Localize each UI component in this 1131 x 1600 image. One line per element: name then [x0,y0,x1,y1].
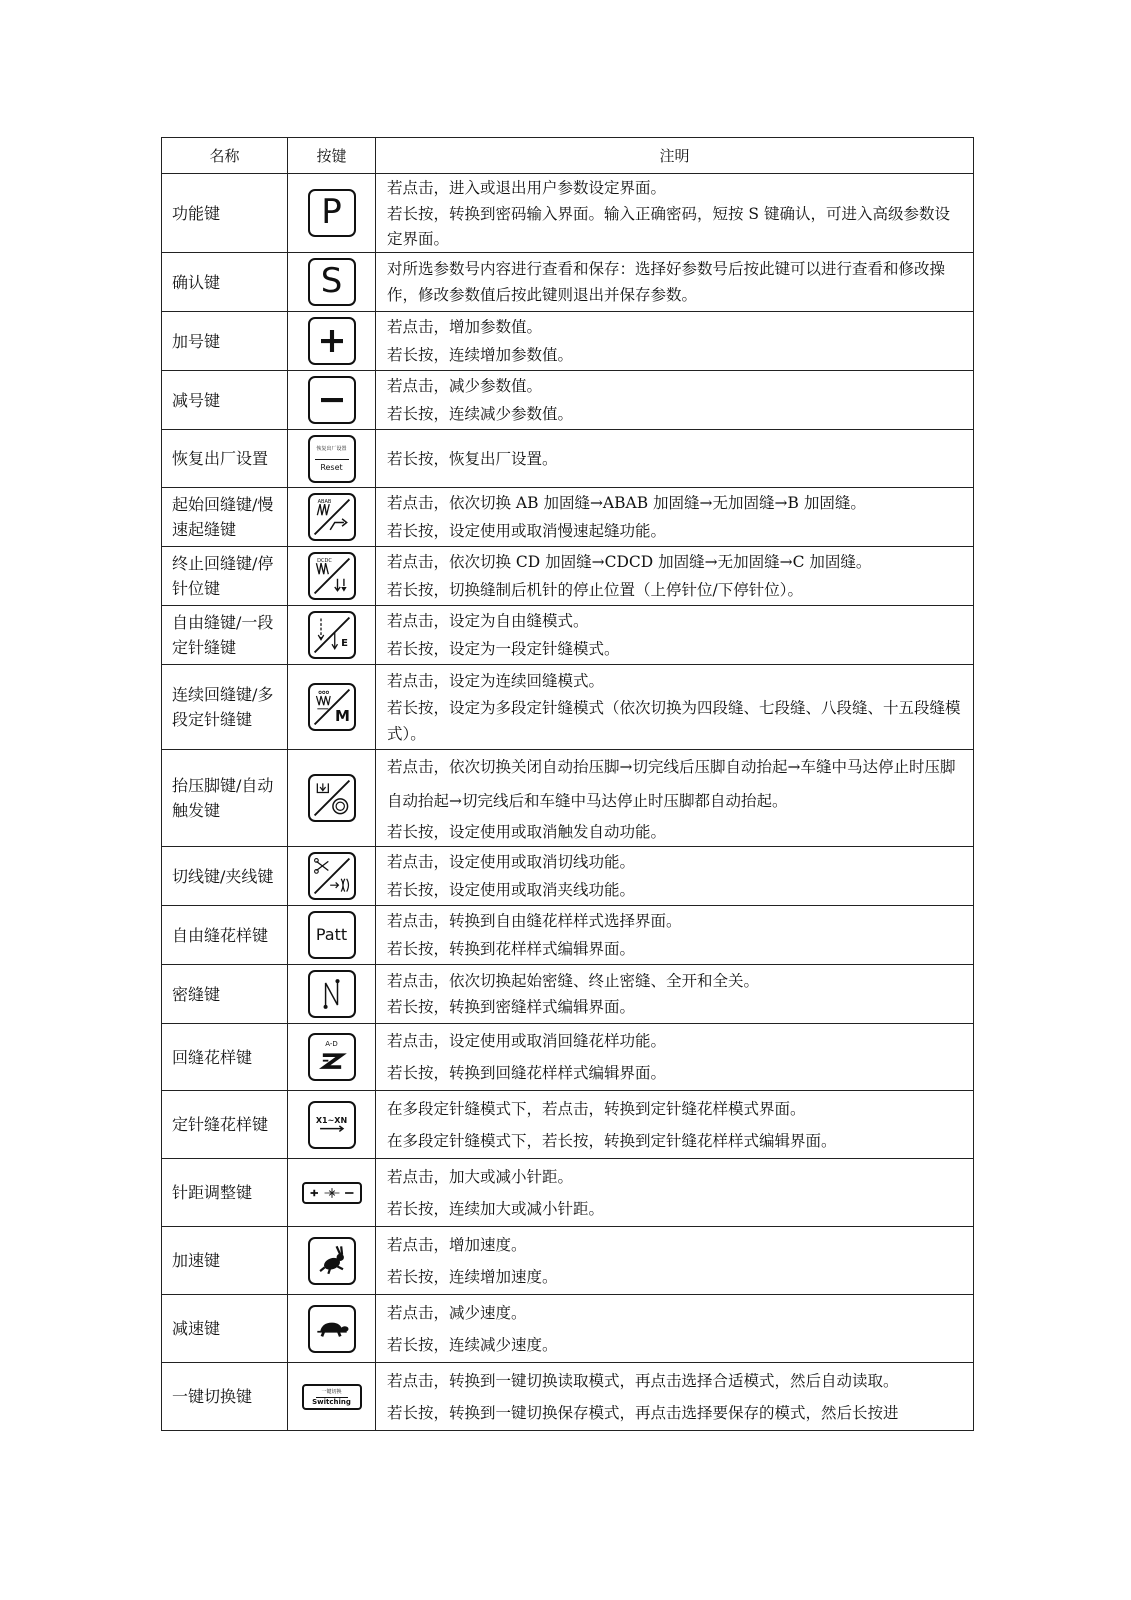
fixed-stitch-pattern-key-label: X1~XN [315,1115,348,1125]
table-row [162,1363,974,1431]
note-line: 若长按，设定使用或取消慢速起缝功能。 [387,522,667,540]
note-line: 若点击，加大或减小针距。 [387,1167,574,1186]
row-note [376,750,974,847]
note-line: 若长按，设定使用或取消夹线功能。 [387,881,636,899]
table-row [162,665,974,750]
note-line: 若长按，设定为多段定针缝模式（依次切换为四段缝、七段缝、八段缝、十五段缝模式）。 [387,699,961,743]
table-row [162,1024,974,1091]
row-note [376,847,974,906]
table-row [162,371,974,430]
table-row [162,488,974,547]
row-name: 减号键 [162,371,288,430]
switching-key-icon [302,1384,362,1410]
end-backtack-key-label: DCDC [317,558,332,564]
table-row [162,606,974,665]
row-note [376,1091,974,1159]
row-note [376,371,974,430]
row-name: 起始回缝键/慢速起缝键 [162,488,288,547]
row-name: 一键切换键 [162,1363,288,1431]
s-key-icon: S [308,258,356,306]
table-row [162,1159,974,1227]
note-line: 若长按，设定使用或取消触发自动功能。 [387,823,667,841]
row-name: 密缝键 [162,965,288,1024]
row-name: 定针缝花样键 [162,1091,288,1159]
table-row [162,847,974,906]
start-backtack-key-label: ABAB [317,499,332,505]
table-row [162,174,974,253]
row-name: 恢复出厂设置 [162,430,288,488]
note-line: 若长按，恢复出厂设置。 [387,449,558,468]
note-line: 若点击，设定为自由缝模式。 [387,612,589,630]
note-line: 若点击，设定使用或取消回缝花样功能。 [387,1032,667,1050]
note-line: 若点击，依次切换 AB 加固缝→ABAB 加固缝→无加固缝→B 加固缝。 [387,494,866,512]
note-line: 若点击，设定使用或取消切线功能。 [387,853,636,871]
table-row [162,750,974,847]
row-note [376,1159,974,1227]
row-name: 终止回缝键/停针位键 [162,547,288,606]
row-name: 自由缝键/一段定针缝键 [162,606,288,665]
note-line: 若长按，连续减少速度。 [387,1335,558,1354]
note-line: 若长按，转换到密缝样式编辑界面。 [387,998,636,1016]
table-row [162,312,974,371]
switching-key-bottom-label: Switching [312,1397,351,1406]
row-note [376,606,974,665]
start-backtack-key-icon [308,493,356,541]
reset-key-bottom-label: Reset [320,462,343,472]
row-name: 针距调整键 [162,1159,288,1227]
note-line: 若长按，转换到密码输入界面。输入正确密码，短按 S 键确认，可进入高级参数设定界面。 [387,205,950,248]
row-note [376,253,974,312]
end-backtack-key-icon [308,552,356,600]
table-row [162,1091,974,1159]
row-name: 回缝花样键 [162,1024,288,1091]
fixed-stitch-pattern-key-icon [308,1101,356,1149]
free-sewing-key-label: E [341,638,348,649]
table-row [162,906,974,965]
table-row [162,430,974,488]
reset-key-top-label: 恢复出厂设置 [316,445,347,452]
note-line: 若长按，转换到一键切换保存模式，再点击选择要保存的模式，然后长按进 [387,1403,899,1422]
note-line: 若点击，依次切换关闭自动抬压脚→切完线后压脚自动抬起→车缝中马达停止时压脚自动抬起→切完线后和车缝中马达停止时压脚都自动抬起。 [387,758,956,810]
turtle-icon [308,1305,356,1353]
rabbit-icon [308,1237,356,1285]
note-line: 对所选参数号内容进行查看和保存：选择好参数号后按此键可以进行查看和修改操作，修改参数值后按此键则退出并保存参数。 [387,260,946,304]
key-description-table [161,137,974,1431]
row-name: 自由缝花样键 [162,906,288,965]
row-note [376,430,974,488]
row-name: 减速键 [162,1295,288,1363]
thread-trim-key-icon [308,852,356,900]
note-line: 在多段定针缝模式下，若点击，转换到定针缝花样模式界面。 [387,1099,806,1118]
row-note [376,312,974,371]
row-note [376,1295,974,1363]
continuous-backtack-key-icon [308,683,356,731]
header-key: 按键 [288,138,376,174]
row-note [376,1024,974,1091]
note-line: 在多段定针缝模式下，若长按，转换到定针缝花样样式编辑界面。 [387,1131,837,1150]
note-line: 若长按，连续减少参数值。 [387,405,574,423]
row-name: 功能键 [162,174,288,253]
note-line: 若点击，增加速度。 [387,1235,527,1254]
note-line: 若点击，进入或退出用户参数设定界面。 [387,179,667,197]
note-line: 若点击，设定为连续回缝模式。 [387,672,605,690]
table-row [162,1295,974,1363]
condensed-stitch-key-icon [308,970,356,1018]
note-line: 若长按，连续加大或减小针距。 [387,1199,605,1218]
minus-key-icon [308,376,356,424]
row-note [376,906,974,965]
note-line: 若点击，增加参数值。 [387,318,543,336]
plus-key-icon [308,317,356,365]
table-row [162,965,974,1024]
row-note [376,174,974,253]
note-line: 若点击，转换到自由缝花样样式选择界面。 [387,912,682,930]
note-line: 若长按，切换缝制后机针的停止位置（上停针位/下停针位）。 [387,581,803,599]
row-name: 切线键/夹线键 [162,847,288,906]
header-name: 名称 [162,138,288,174]
presser-foot-key-icon [308,774,356,822]
row-note [376,488,974,547]
note-line: 若长按，连续增加速度。 [387,1267,558,1286]
table-row [162,547,974,606]
backtack-pattern-key-label: A-D [325,1040,338,1048]
row-note [376,547,974,606]
note-line: 若点击，减少速度。 [387,1303,527,1322]
note-line: 若长按，连续增加参数值。 [387,346,574,364]
table-row [162,253,974,312]
note-line: 若长按，设定为一段定针缝模式。 [387,640,620,658]
stitch-length-key-icon [302,1182,362,1204]
table-row [162,1227,974,1295]
row-name: 加号键 [162,312,288,371]
row-note [376,1363,974,1431]
note-line: 若点击，转换到一键切换读取模式，再点击选择合适模式，然后自动读取。 [387,1371,899,1390]
table-header-row [162,138,974,174]
header-note: 注明 [376,138,974,174]
note-line: 若点击，依次切换起始密缝、终止密缝、全开和全关。 [387,972,760,990]
row-note [376,665,974,750]
backtack-pattern-key-icon [308,1033,356,1081]
patt-key-icon: Patt [308,911,356,959]
switching-key-top-label: 一键切换 [321,1388,342,1395]
row-name: 抬压脚键/自动触发键 [162,750,288,847]
row-note [376,1227,974,1295]
p-key-icon: P [308,189,356,237]
reset-key-icon [308,435,356,483]
note-line: 若点击，减少参数值。 [387,377,543,395]
row-name: 加速键 [162,1227,288,1295]
row-name: 确认键 [162,253,288,312]
row-note [376,965,974,1024]
row-name: 连续回缝键/多段定针缝键 [162,665,288,750]
free-sewing-key-icon [308,611,356,659]
note-line: 若长按，转换到回缝花样样式编辑界面。 [387,1064,667,1082]
note-line: 若长按，转换到花样样式编辑界面。 [387,940,636,958]
note-line: 若点击，依次切换 CD 加固缝→CDCD 加固缝→无加固缝→C 加固缝。 [387,553,872,571]
continuous-backtack-key-label: M [335,707,350,725]
